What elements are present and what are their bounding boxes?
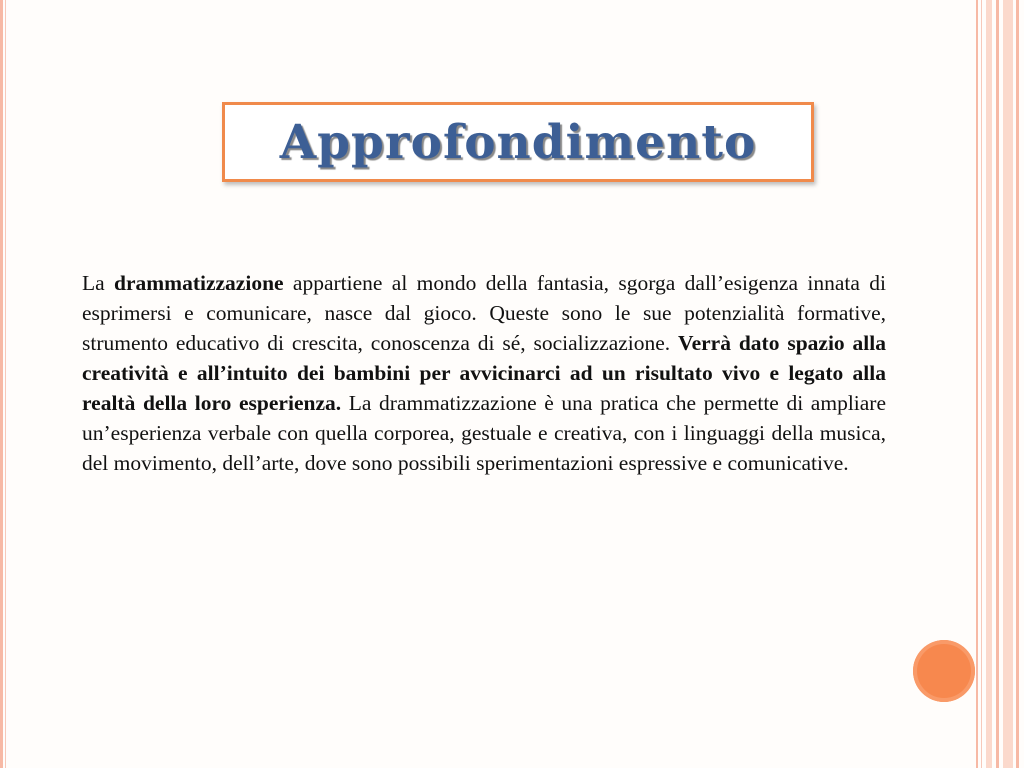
paragraph-segment: appartiene al mondo della fantasia, sgorga dall’esigenza innata di esprimersi e comunicare, nasce dal gioco. Queste sono le sue potenzialità formative, strumento educativo di crescita, conoscenza di sé, socializzazione. <box>82 271 886 355</box>
frame-line-right-3 <box>986 0 992 768</box>
frame-line-right-4 <box>996 0 999 768</box>
paragraph-segment: La drammatizzazione è una pratica che permette di ampliare un’esperienza verbale con quella corporea, gestuale e creativa, con i linguaggi della musica, del movimento, dell’arte, dove sono possibili sperimentazioni espressive e comunicative. <box>82 391 887 475</box>
paragraph-segment: La <box>82 271 115 295</box>
frame-line-right-2 <box>981 0 982 768</box>
body-paragraph <box>82 268 886 478</box>
paragraph-segment-bold: drammatizzazione <box>114 271 284 295</box>
slide-title: Approfondimento <box>279 114 757 170</box>
paragraph-segment-bold: Verrà dato spazio alla creatività e all’intuito dei bambini per avvicinarci ad un risultato vivo e legato alla realtà della loro esperienza. <box>82 331 886 415</box>
frame-line-right-6 <box>1016 0 1019 768</box>
frame-line-left <box>0 0 3 768</box>
frame-line-left-inner <box>5 0 6 768</box>
frame-line-right-1 <box>976 0 978 768</box>
orange-circle-decoration <box>913 640 975 702</box>
title-box <box>222 102 814 182</box>
frame-line-right-5 <box>1003 0 1013 768</box>
